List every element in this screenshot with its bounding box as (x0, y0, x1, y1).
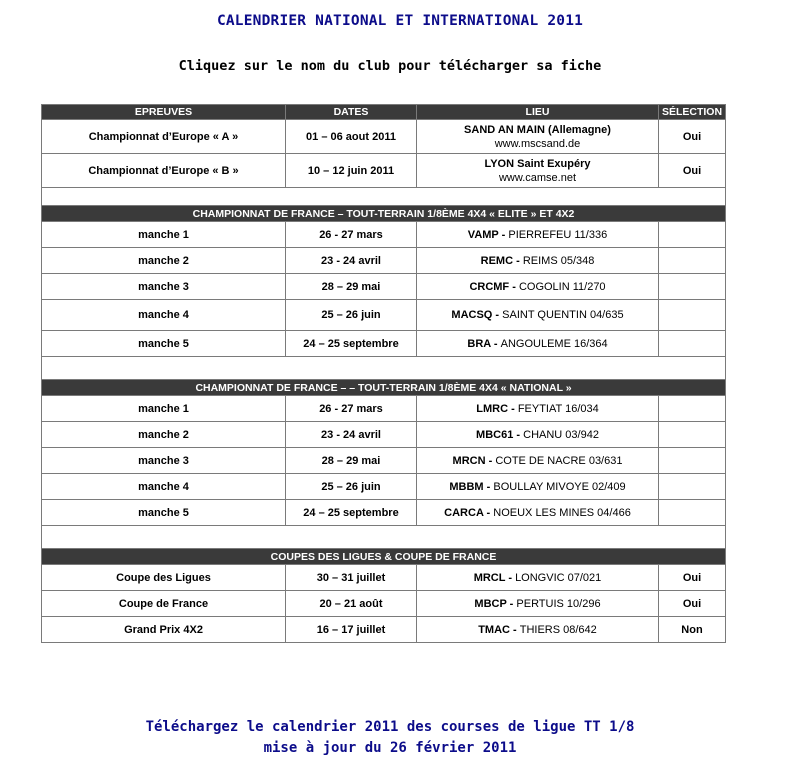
table-row (42, 422, 726, 448)
header-epreuves: EPREUVES (42, 105, 286, 120)
section-title: CHAMPIONNAT DE FRANCE – – TOUT-TERRAIN 1/8ÈME 4X4 « NATIONAL » (42, 380, 726, 396)
club-link[interactable]: MRCL - (473, 571, 512, 584)
spacer-row (42, 357, 726, 380)
selection-cell: Non (659, 617, 726, 643)
update-date: mise à jour du 26 février 2011 (263, 740, 517, 756)
epreuve-cell: manche 2 (42, 248, 286, 274)
header-selection: SÉLECTION (659, 105, 726, 120)
place-text: NOEUX LES MINES 04/466 (493, 506, 631, 519)
epreuve-cell: Championnat d’Europe « A » (42, 120, 286, 154)
table-row (42, 154, 726, 188)
dates-cell: 23 - 24 avril (286, 248, 417, 274)
dates-cell: 23 - 24 avril (286, 422, 417, 448)
place-text: COTE DE NACRE 03/631 (495, 454, 623, 467)
table-row (42, 331, 726, 357)
club-link[interactable]: SAND AN MAIN (Allemagne) (464, 123, 611, 136)
place-text: CHANU 03/942 (523, 428, 599, 441)
header-dates: DATES (286, 105, 417, 120)
website-link[interactable]: www.camse.net (498, 171, 577, 184)
club-link[interactable]: MBCP - (474, 597, 514, 610)
lieu-cell (417, 565, 659, 591)
selection-cell (659, 300, 726, 331)
lieu-cell (417, 448, 659, 474)
selection-cell: Oui (659, 120, 726, 154)
epreuve-cell: manche 5 (42, 331, 286, 357)
club-link[interactable]: MBC61 - (476, 428, 521, 441)
dates-cell: 25 – 26 juin (286, 474, 417, 500)
place-text: BOULLAY MIVOYE 02/409 (493, 480, 626, 493)
table-row (42, 222, 726, 248)
dates-cell: 26 - 27 mars (286, 222, 417, 248)
epreuve-cell: manche 1 (42, 396, 286, 422)
dates-cell: 10 – 12 juin 2011 (286, 154, 417, 188)
calendar-table (41, 104, 726, 643)
club-link[interactable]: LYON Saint Exupéry (484, 157, 591, 170)
table-row (42, 474, 726, 500)
selection-cell: Oui (659, 591, 726, 617)
epreuve-cell: Grand Prix 4X2 (42, 617, 286, 643)
place-text: LONGVIC 07/021 (515, 571, 602, 584)
section-header-national (42, 380, 726, 396)
epreuve-cell: Coupe de France (42, 591, 286, 617)
dates-cell: 26 - 27 mars (286, 396, 417, 422)
selection-cell (659, 500, 726, 526)
website-link[interactable]: www.mscsand.de (494, 137, 581, 150)
lieu-cell (417, 300, 659, 331)
lieu-cell (417, 500, 659, 526)
dates-cell: 01 – 06 aout 2011 (286, 120, 417, 154)
table-row (42, 396, 726, 422)
selection-cell (659, 448, 726, 474)
place-text: ANGOULEME 16/364 (500, 337, 608, 350)
epreuve-cell: manche 2 (42, 422, 286, 448)
lieu-cell (417, 248, 659, 274)
dates-cell: 20 – 21 août (286, 591, 417, 617)
spacer-row (42, 188, 726, 206)
dates-cell: 25 – 26 juin (286, 300, 417, 331)
section-header-coupes (42, 549, 726, 565)
epreuve-cell: manche 3 (42, 448, 286, 474)
epreuve-cell: Championnat d’Europe « B » (42, 154, 286, 188)
lieu-cell (417, 591, 659, 617)
selection-cell: Oui (659, 565, 726, 591)
place-text: THIERS 08/642 (519, 623, 597, 636)
lieu-cell (417, 222, 659, 248)
club-link[interactable]: BRA - (467, 337, 498, 350)
header-lieu: LIEU (417, 105, 659, 120)
lieu-cell (417, 120, 659, 154)
place-text: FEYTIAT 16/034 (517, 402, 599, 415)
epreuve-cell: manche 3 (42, 274, 286, 300)
selection-cell (659, 248, 726, 274)
dates-cell: 24 – 25 septembre (286, 331, 417, 357)
club-link[interactable]: CARCA - (444, 506, 491, 519)
page-subtitle: Cliquez sur le nom du club pour télécharger sa fiche (178, 58, 602, 74)
lieu-cell (417, 331, 659, 357)
page-title: CALENDRIER NATIONAL ET INTERNATIONAL 2011 (216, 13, 584, 29)
club-link[interactable]: CRCMF - (469, 280, 516, 293)
table-row (42, 617, 726, 643)
lieu-cell (417, 274, 659, 300)
place-text: PIERREFEU 11/336 (508, 228, 608, 241)
selection-cell (659, 331, 726, 357)
table-row (42, 300, 726, 331)
selection-cell (659, 474, 726, 500)
epreuve-cell: manche 1 (42, 222, 286, 248)
selection-cell (659, 222, 726, 248)
table-row (42, 591, 726, 617)
lieu-cell (417, 396, 659, 422)
place-text: PERTUIS 10/296 (516, 597, 601, 610)
dates-cell: 28 – 29 mai (286, 448, 417, 474)
place-text: REIMS 05/348 (522, 254, 595, 267)
selection-cell (659, 422, 726, 448)
lieu-cell (417, 474, 659, 500)
lieu-cell (417, 617, 659, 643)
epreuve-cell: manche 4 (42, 300, 286, 331)
dates-cell: 16 – 17 juillet (286, 617, 417, 643)
dates-cell: 28 – 29 mai (286, 274, 417, 300)
download-calendar-link[interactable]: Téléchargez le calendrier 2011 des courses de ligue TT 1/8 (145, 719, 635, 735)
lieu-cell (417, 154, 659, 188)
table-row (42, 565, 726, 591)
section-title: COUPES DES LIGUES & COUPE DE FRANCE (42, 549, 726, 565)
epreuve-cell: manche 4 (42, 474, 286, 500)
table-row (42, 120, 726, 154)
section-header-elite (42, 206, 726, 222)
place-text: SAINT QUENTIN 04/635 (502, 309, 624, 321)
selection-cell: Oui (659, 154, 726, 188)
table-row (42, 500, 726, 526)
club-link[interactable]: MRCN - (452, 454, 493, 467)
spacer-row (42, 526, 726, 549)
dates-cell: 24 – 25 septembre (286, 500, 417, 526)
section-title: CHAMPIONNAT DE FRANCE – TOUT-TERRAIN 1/8ÈME 4X4 « ELITE » ET 4X2 (42, 206, 726, 222)
club-link[interactable]: VAMP - (467, 228, 506, 241)
table-row (42, 274, 726, 300)
place-text: COGOLIN 11/270 (518, 280, 606, 293)
club-link[interactable]: MBBM - (449, 480, 491, 493)
club-link[interactable]: MACSQ - (451, 309, 500, 321)
dates-cell: 30 – 31 juillet (286, 565, 417, 591)
club-link[interactable]: LMRC - (476, 402, 515, 415)
selection-cell (659, 396, 726, 422)
table-row (42, 248, 726, 274)
club-link[interactable]: TMAC - (478, 623, 517, 636)
epreuve-cell: manche 5 (42, 500, 286, 526)
club-link[interactable]: REMC - (480, 254, 520, 267)
lieu-cell (417, 422, 659, 448)
header-row (42, 105, 726, 120)
table-row (42, 448, 726, 474)
epreuve-cell: Coupe des Ligues (42, 565, 286, 591)
selection-cell (659, 274, 726, 300)
